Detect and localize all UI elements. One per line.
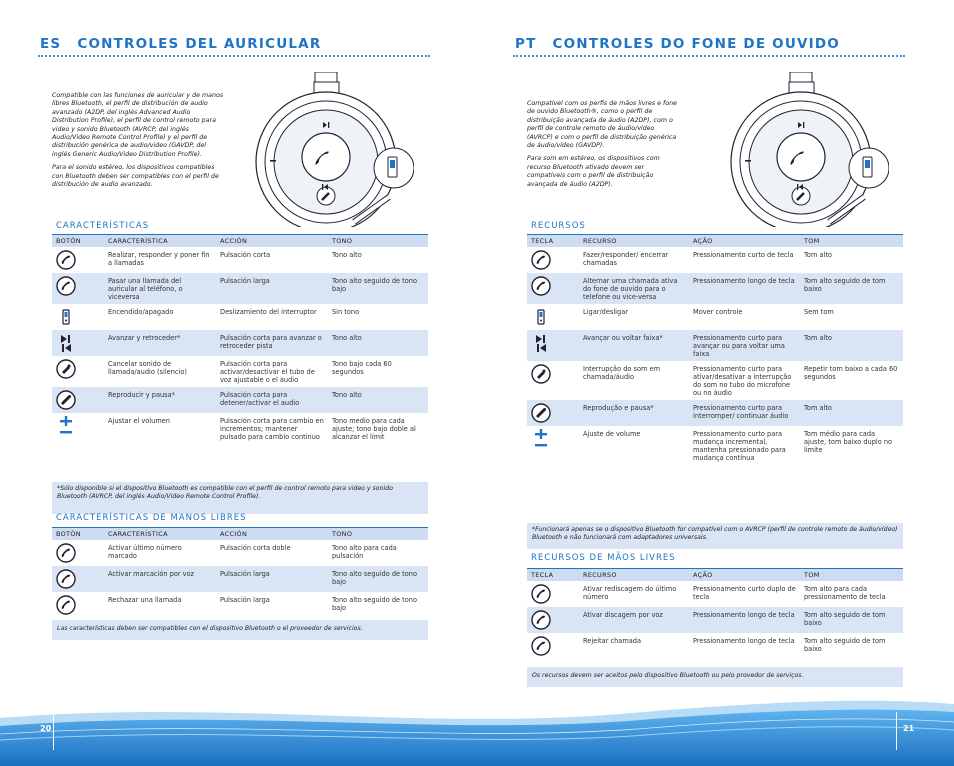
col-header: CARACTERÍSTICA xyxy=(104,235,216,248)
feature-cell: Fazer/responder/ encerrar chamadas xyxy=(579,247,689,273)
table-row xyxy=(527,361,903,400)
col-header: AÇÃO xyxy=(689,569,800,582)
table-row xyxy=(527,581,903,607)
left-dotted-rule xyxy=(38,55,430,57)
feature-cell: Ativar rediscagem do último número xyxy=(579,581,689,607)
button-icon-cell xyxy=(52,413,104,444)
table-header-row xyxy=(527,569,903,582)
footer-wave-decoration xyxy=(0,690,954,766)
phone-button-icon xyxy=(56,569,100,589)
feature-cell: Ajuste de volume xyxy=(579,426,689,465)
action-cell: Pulsación corta xyxy=(216,247,328,273)
feature-cell: Pasar una llamada del auricular al teléfono, o viceversa xyxy=(104,273,216,304)
action-cell: Pulsación corta para avanzar o retroceder pista xyxy=(216,330,328,356)
feature-cell: Ativar discagem por voz xyxy=(579,607,689,633)
feature-cell: Rejeitar chamada xyxy=(579,633,689,659)
button-icon-cell xyxy=(52,540,104,566)
right-intro xyxy=(527,100,677,194)
tone-cell: Repetir tom baixo a cada 60 segundos xyxy=(800,361,903,400)
left-features-title: CARACTERÍSTICAS xyxy=(56,221,150,231)
tone-cell: Tono alto seguido de tono bajo xyxy=(328,273,428,304)
table-row xyxy=(527,400,903,426)
action-cell: Pulsación corta para detener/activar el audio xyxy=(216,387,328,413)
feature-cell: Reproducir y pausa* xyxy=(104,387,216,413)
col-header: ACCIÓN xyxy=(216,528,328,541)
right-headphone-diagram xyxy=(719,72,889,231)
button-icon-cell xyxy=(52,330,104,356)
right-features-title: RECURSOS xyxy=(531,221,586,231)
skip-track-icon xyxy=(56,333,100,353)
tone-cell: Tono alto xyxy=(328,330,428,356)
action-cell: Pressionamento curto para interromper/ continuar áudio xyxy=(689,400,800,426)
table-row xyxy=(527,607,903,633)
col-header: TONO xyxy=(328,235,428,248)
table-row xyxy=(52,304,428,330)
right-intro-p1: Compatível com os perfis de mãos livres e fone de ouvido Bluetooth®, como o perfil de distribuição avançada de áudio (A2DP), com o perfil de controle remoto de áudio/vídeo (AVRCP) e com o perfil de distribuição genérica de áudio/vídeo (GAVDP). xyxy=(527,100,677,150)
tone-cell: Tom alto seguido de tom baixo xyxy=(800,633,903,659)
tone-cell: Tom alto seguido de tom baixo xyxy=(800,607,903,633)
power-switch-icon xyxy=(531,307,575,327)
right-features-note: *Funcionará apenas se o dispositivo Bluetooth for compatível com o AVRCP (perfil de controle remoto de áudio/vídeo) Bluetooth e não funcionará com adaptadores universais. xyxy=(527,523,903,549)
left-intro-p1: Compatible con las funciones de auricular y de manos libres Bluetooth, el perfil de distribución de audio avanzado (A2DP, del inglés Advanced Audio Distribution Profile), el perfil de control remoto para video y sonido Bluetooth (AVRCP, del inglés Audio/Video Remote Control Profile) y el perfil de distribución genérica de audio/video (GAVDP, del inglés Generic Audio/Video Distribution Profile). xyxy=(52,92,224,158)
table-row xyxy=(52,356,428,387)
left-features-table xyxy=(52,234,428,444)
feature-cell: Activar marcación por voz xyxy=(104,566,216,592)
feature-cell: Encendido/apagado xyxy=(104,304,216,330)
table-row xyxy=(527,304,903,330)
phone-button-icon xyxy=(56,543,100,563)
tone-cell: Tono alto xyxy=(328,387,428,413)
mute-button-icon xyxy=(531,364,575,384)
phone-button-icon xyxy=(531,276,575,296)
left-title: CONTROLES DEL AURICULAR xyxy=(77,36,322,52)
col-header: AÇÃO xyxy=(689,235,800,248)
table-row xyxy=(527,426,903,465)
right-handsfree-table xyxy=(527,568,903,659)
button-icon-cell xyxy=(527,426,579,465)
table-row xyxy=(52,540,428,566)
tone-cell: Tono alto seguido de tono bajo xyxy=(328,592,428,618)
left-features-note: *Sólo disponible si el dispositivo Bluetooth es compatible con el perfil de control remoto para video y sonido Bluetooth (AVRCP, del inglés Audio/Video Remote Control Profile). xyxy=(52,482,428,514)
col-header: BOTÓN xyxy=(52,528,104,541)
volume-icon xyxy=(531,429,575,449)
col-header: TONO xyxy=(328,528,428,541)
left-intro xyxy=(52,92,224,194)
phone-button-icon xyxy=(56,595,100,615)
button-icon-cell xyxy=(52,592,104,618)
button-icon-cell xyxy=(52,356,104,387)
button-icon-cell xyxy=(527,633,579,659)
button-icon-cell xyxy=(527,330,579,361)
tone-cell: Tom médio para cada ajuste, tom baixo duplo no limite xyxy=(800,426,903,465)
tone-cell: Tom alto xyxy=(800,400,903,426)
feature-cell: Interrupção do som em chamada/áudio xyxy=(579,361,689,400)
phone-button-icon xyxy=(56,276,100,296)
action-cell: Pressionamento curto de tecla xyxy=(689,247,800,273)
tone-cell: Tono bajo cada 60 segundos xyxy=(328,356,428,387)
tone-cell: Tono alto xyxy=(328,247,428,273)
action-cell: Pressionamento curto duplo de tecla xyxy=(689,581,800,607)
action-cell: Deslizamiento del interruptor xyxy=(216,304,328,330)
right-lang-code: PT xyxy=(515,36,537,52)
tone-cell: Sin tono xyxy=(328,304,428,330)
col-header: TECLA xyxy=(527,569,579,582)
table-header-row xyxy=(52,528,428,541)
tone-cell: Sem tom xyxy=(800,304,903,330)
table-row xyxy=(52,330,428,356)
right-intro-p2: Para som em estéreo, os dispositivos com recurso Bluetooth ativado devem ser compatíveis com o perfil de distribuição avançada de áudio (A2DP). xyxy=(527,155,660,188)
feature-cell: Avançar ou voltar faixa* xyxy=(579,330,689,361)
right-title: CONTROLES DO FONE DE OUVIDO xyxy=(552,36,840,52)
phone-button-icon xyxy=(531,610,575,630)
action-cell: Pressionamento longo de tecla xyxy=(689,607,800,633)
action-cell: Pulsación larga xyxy=(216,566,328,592)
left-handsfree-title: CARACTERÍSTICAS DE MANOS LIBRES xyxy=(56,513,247,523)
page-number-right: 21 xyxy=(903,724,915,733)
phone-button-icon xyxy=(56,250,100,270)
button-icon-cell xyxy=(527,361,579,400)
tone-cell: Tono alto para cada pulsación xyxy=(328,540,428,566)
button-icon-cell xyxy=(52,387,104,413)
button-icon-cell xyxy=(527,581,579,607)
right-handsfree-note: Os recursos devem ser aceitos pelo dispositivo Bluetooth ou pelo provedor de serviços. xyxy=(527,667,903,687)
col-header: TOM xyxy=(800,235,903,248)
power-switch-icon xyxy=(56,307,100,327)
mute-button-icon xyxy=(56,359,100,379)
table-row xyxy=(52,413,428,444)
left-page-divider xyxy=(53,712,54,750)
left-heading xyxy=(40,36,321,52)
table-header-row xyxy=(52,235,428,248)
left-headphone-diagram xyxy=(244,72,414,231)
table-header-row xyxy=(527,235,903,248)
feature-cell: Realizar, responder y poner fin a llamadas xyxy=(104,247,216,273)
page-number-left: 20 xyxy=(40,724,52,733)
phone-button-icon xyxy=(531,584,575,604)
feature-cell: Alternar uma chamada ativa do fone de ouvido para o telefone ou vice-versa xyxy=(579,273,689,304)
action-cell: Pressionamento longo de tecla xyxy=(689,633,800,659)
right-page-divider xyxy=(896,712,897,750)
tone-cell: Tono alto seguido de tono bajo xyxy=(328,566,428,592)
col-header: ACCIÓN xyxy=(216,235,328,248)
button-icon-cell xyxy=(527,304,579,330)
action-cell: Pulsación corta para activar/desactivar el tubo de voz ajustable o el audio xyxy=(216,356,328,387)
feature-cell: Rechazar una llamada xyxy=(104,592,216,618)
button-icon-cell xyxy=(527,247,579,273)
table-row xyxy=(527,247,903,273)
button-icon-cell xyxy=(52,566,104,592)
left-handsfree-note: Las características deben ser compatibles con el dispositivo Bluetooth o el proveedor de servicios. xyxy=(52,620,428,640)
action-cell: Pressionamento longo de tecla xyxy=(689,273,800,304)
col-header: TOM xyxy=(800,569,903,582)
button-icon-cell xyxy=(52,247,104,273)
table-row xyxy=(527,330,903,361)
action-cell: Mover controle xyxy=(689,304,800,330)
tone-cell: Tom alto xyxy=(800,330,903,361)
button-icon-cell xyxy=(52,273,104,304)
col-header: CARACTERÍSTICA xyxy=(104,528,216,541)
button-icon-cell xyxy=(527,607,579,633)
feature-cell: Reprodução e pausa* xyxy=(579,400,689,426)
table-row xyxy=(52,566,428,592)
action-cell: Pulsación corta para cambio en incrementos; mantener pulsado para cambio continuo xyxy=(216,413,328,444)
skip-track-icon xyxy=(531,333,575,353)
play-pause-button-icon xyxy=(531,403,575,423)
tone-cell: Tom alto seguido de tom baixo xyxy=(800,273,903,304)
tone-cell: Tom alto para cada pressionamento de tecla xyxy=(800,581,903,607)
phone-button-icon xyxy=(531,636,575,656)
action-cell: Pulsación corta doble xyxy=(216,540,328,566)
action-cell: Pressionamento curto para avançar ou para voltar uma faixa xyxy=(689,330,800,361)
col-header: TECLA xyxy=(527,235,579,248)
feature-cell: Avanzar y retroceder* xyxy=(104,330,216,356)
table-row xyxy=(52,387,428,413)
left-lang-code: ES xyxy=(40,36,62,52)
table-row xyxy=(527,633,903,659)
col-header: BOTÓN xyxy=(52,235,104,248)
feature-cell: Ligar/desligar xyxy=(579,304,689,330)
action-cell: Pressionamento curto para mudança incremental, mantenha pressionado para mudança contínua xyxy=(689,426,800,465)
table-row xyxy=(52,273,428,304)
left-handsfree-table xyxy=(52,527,428,618)
tone-cell: Tom alto xyxy=(800,247,903,273)
table-row xyxy=(52,592,428,618)
phone-button-icon xyxy=(531,250,575,270)
col-header: RECURSO xyxy=(579,235,689,248)
table-row xyxy=(527,273,903,304)
right-handsfree-title: RECURSOS DE MÃOS LIVRES xyxy=(531,553,676,563)
feature-cell: Ajustar el volumen xyxy=(104,413,216,444)
button-icon-cell xyxy=(527,400,579,426)
feature-cell: Cancelar sonido de llamada/audio (silencio) xyxy=(104,356,216,387)
col-header: RECURSO xyxy=(579,569,689,582)
table-row xyxy=(52,247,428,273)
right-dotted-rule xyxy=(513,55,905,57)
button-icon-cell xyxy=(52,304,104,330)
play-pause-button-icon xyxy=(56,390,100,410)
action-cell: Pulsación larga xyxy=(216,592,328,618)
feature-cell: Activar último número marcado xyxy=(104,540,216,566)
left-intro-p2: Para el sonido estéreo, los dispositivos compatibles con Bluetooth deben ser compatibles con el perfil de distribución de audio avanzado. xyxy=(52,164,219,189)
tone-cell: Tono medio para cada ajuste; tono bajo doble al alcanzar el límit xyxy=(328,413,428,444)
volume-icon xyxy=(56,416,100,436)
right-features-table xyxy=(527,234,903,465)
action-cell: Pressionamento curto para ativar/desativar a interrupção do som no tubo do microfone ou no áudio xyxy=(689,361,800,400)
action-cell: Pulsación larga xyxy=(216,273,328,304)
button-icon-cell xyxy=(527,273,579,304)
right-heading xyxy=(515,36,840,52)
